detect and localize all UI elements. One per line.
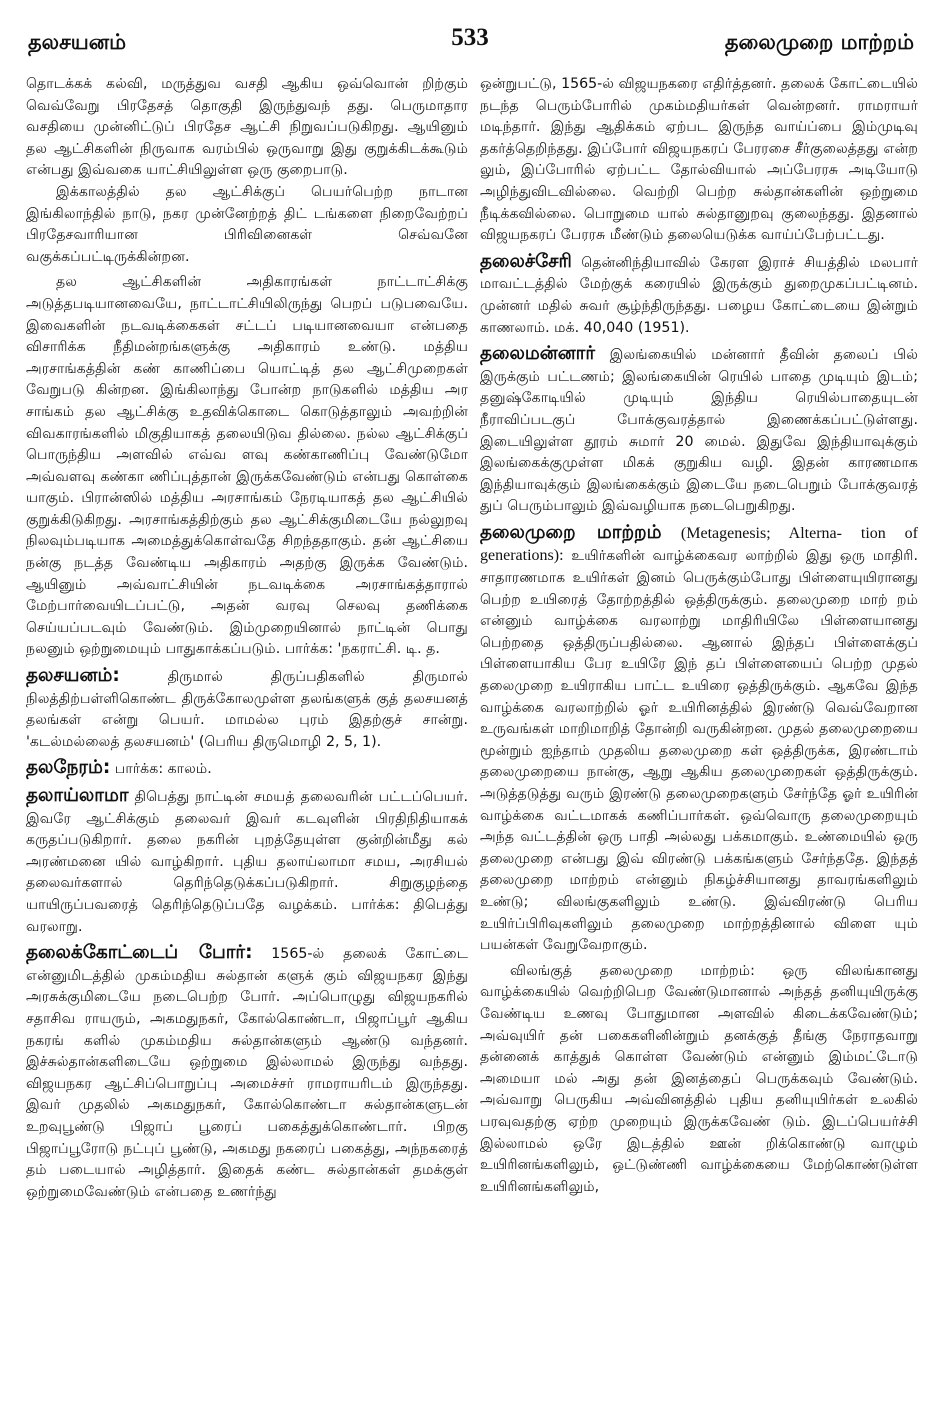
running-head-right: தலைமுறை மாற்றம் bbox=[724, 30, 914, 54]
entry-metagenesis bbox=[480, 522, 918, 957]
entry-headword: தலைக்கோட்டைப் போர்: bbox=[26, 942, 253, 964]
entry-dalai-lama bbox=[26, 785, 468, 938]
entry-headword: தலசயனம்: bbox=[26, 665, 120, 687]
entry-headword: தலைமன்னார் bbox=[480, 343, 596, 365]
entry-headword: தலநேரம்: bbox=[26, 757, 111, 779]
entry-text: திபெத்து நாட்டின் சமயத் தலைவரின் பட்டப்பெயர். இவரே ஆட்சிக்கும் தலைவர் இவர் கடவுளின் பிரதிநிதியாகக் கருதப்படுகிறார். தலை நகரின் புறத்தேயுள்ள குன்றின்மீது கல் அரண்மனை யில் வாழ்கிறார். புதிய தலாய்லாமா சமய, அரசியல் தலைவர்களால் தெரிந்தெடுக்கப்படுகிறார். சிறுகுழந்தை யாயிருப்பவரைத் தெரிந்தெடுப்பதே வழக்கம். பார்க்க: திபெத்து வரலாறு. bbox=[26, 789, 468, 935]
entry-latin-term: (Metagenesis; Alterna- tion of generations): bbox=[480, 524, 918, 565]
entry-talaikottai-battle bbox=[26, 942, 468, 1203]
entry-text: தென்னிந்தியாவில் கேரள இராச் சியத்தில் மலபார் மாவட்டத்தில் மேற்குக் கரையில் இருக்கும் துறைமுகப்பட்டினம். முன்னர் மதில் சுவர் சூழ்ந்திருந்தது. பழைய கோட்டையை இன்றும் காணலாம். மக். 40,040 (1951). bbox=[480, 254, 918, 336]
entry-text: பார்க்க: காலம். bbox=[114, 761, 212, 778]
entry-text: திருமால் திருப்பதிகளில் திருமால் நிலத்திற்பள்ளிகொண்ட திருக்கோலமுள்ள தலங்களுக் குத் தலசயனத் தலங்கள் என்று பெயர். மாமல்ல புரம் இதற்குச் சான்று. 'கடல்மல்லைத் தலசயனம்' (பெரிய திருமொழி 2, 5, 1). bbox=[26, 669, 468, 750]
entry-talaneram bbox=[26, 757, 468, 781]
page-number: 533 bbox=[451, 24, 489, 51]
paragraph: தல ஆட்சிகளின் அதிகாரங்கள் நாட்டாட்சிக்கு அடுத்தபடியானவையே, நாட்டாட்சியிலிருந்து பெறப் படுபவையே. இவைகளின் நடவடிக்கைகள் சட்டப் படியானவையா என்பதை விசாரிக்க நீதிமன்றங்களுக்கு அதிகாரம் உண்டு. மத்திய அரசாங்கத்தின் கண் காணிப்பை யொட்டித் தல ஆட்சிமுறைகள் வேறுபடு கின்றன. இங்கிலாந்து போன்ற நாடுகளில் மத்திய அர சாங்கம் தல ஆட்சிக்கு உதவிக்கொடை கொடுத்தாலும் அவற்றின் விவகாரங்களில் மிகுதியாகத் தலையிடுவ தில்லை. நல்ல ஆட்சிக்குப் பொருந்திய அளவில் எவ்வ ளவு கண்காணிப்பு வேண்டுமோ அவ்வளவு கண்கா ணிப்புத்தான் இருக்கவேண்டும் என்பது கொள்கை யாகும். பிரான்ஸில் மத்திய அரசாங்கம் நேரடியாகத் தல ஆட்சியில் குறுக்கிடுகிறது. அரசாங்கத்திற்கும் தல ஆட்சிக்குமிடையே நல்லுறவு நிலவும்படியாக அமைத்துக்கொள்வதே சிறந்ததாகும். தன் ஆட்சியை நன்கு நடத்த வேண்டிய அதிகாரம் அதற்கு இருக்க வேண்டும். ஆயினும் அவ்வாட்சியின் நடவடிக்கை அரசாங்கத்தாரால் மேற்பார்வையிடப்பட்டு, அதன் வரவு செலவு தணிக்கை செய்யப்படவும் வேண்டும். இம்முறையினால் நாட்டின் பொது நலனும் ஒற்றுமையும் பாதுகாக்கப்படும். பார்க்க: 'நகராட்சி. டி. த. bbox=[26, 274, 468, 658]
paragraph: தொடக்கக் கல்வி, மருத்துவ வசதி ஆகிய ஒவ்வொன் றிற்கும் வெவ்வேறு பிரதேசத் தொகுதி இருந்துவந் தது. பெருமாதார வசதியை முன்னிட்டுப் பிரதேச ஆட்சி நிறுவப்படுகிறது. ஆயினும் தல ஆட்சிகளின் நிருவாக வரம்பில் ஒருவாறு இது குறுக்கிடக்கூடும் என்பது இவ்வகை யாட்சியிலுள்ள ஒரு குறைபாடு. bbox=[26, 76, 468, 179]
entry-text: 1565-ல் தலைக் கோட்டை என்னுமிடத்தில் முகம்மதிய சுல்தான் களுக் கும் விஜயநகர இந்து அரசுக்குமிடையே நடைபெற்ற போர். அப்பொழுது விஜயநகரில் சதாசிவ ராயரும், அகமதுநகர், கோல்கொண்டா, பிஜாப்பூர் ஆகிய நகரங் களில் முகம்மதிய சுல்தான்களும் ஆண்டு வந்தனர். இச்சுல்தான்களிடையே ஒற்றுமை இல்லாமல் இருந்து வந்தது. விஜயநகர ஆட்சிப்பொறுப்பு அமைச்சர் ராமராயரிடம் இருந்தது. இவர் முதலில் அகமதுநகர், கோல்கொண்டா சுல்தான்களுடன் உறவுபூண்டு பிஜாப் பூரைப் பகைத்துக்கொண்டார். பிறகு பிஜாப்பூரோடு நட்புப் பூண்டு, அகமது நகரைப் பகைத்து, அந்நகரைத் தம் படையால் அழித்தார். இதைக் கண்ட சுல்தான்கள் தமக்குள் ஒற்றுமைவேண்டும் என்பதை உணர்ந்து bbox=[26, 946, 468, 1200]
paragraph: இக்காலத்தில் தல ஆட்சிக்குப் பெயர்பெற்ற நாடான இங்கிலாந்தில் நாடு, நகர முன்னேற்றத் திட் டங்களை நிறைவேற்றப் பிரதேசவாரியான பிரிவினைகள் செவ்வனே வகுக்கப்பட்டிருக்கின்றன. bbox=[26, 183, 468, 265]
entry-text: இலங்கையில் மன்னார் தீவின் தலைப் பில் இருக்கும் பட்டணம்; இலங்கையின் ரெயில் பாதை முடியும் இடம்; தனுஷ்கோடியில் முடியும் இந்திய ரெயில்பாதையுடன் நீராவிப்படகுப் போக்குவரத்தால் இணைக்கப்பட்டுள்ளது. இடையிலுள்ள தூரம் சுமார் 20 மைல். இதுவே இந்தியாவுக்கும் இலங்கைக்குமுள்ள மிகக் குறுகிய வழி. இதன் காரணமாக இந்தியாவுக்கும் இலங்கைக்கும் இடையே நடைபெறும் போக்குவரத் துப் பெரும்பாலும் இவ்வழியாக நடைபெறுகிறது. bbox=[480, 347, 918, 515]
right-column bbox=[480, 74, 918, 1414]
entry-thalassery bbox=[480, 251, 918, 339]
page-header bbox=[0, 0, 940, 70]
entry-headword: தலாய்லாமா bbox=[26, 785, 129, 806]
entry-headword: தலைமுறை மாற்றம் bbox=[480, 521, 662, 543]
left-column bbox=[26, 74, 468, 1414]
paragraph: ஒன்றுபட்டு, 1565-ல் விஜயநகரை எதிர்த்தனர். தலைக் கோட்டையில் நடந்த பெரும்போரில் முகம்மதியர்கள் வென்றனர். ராமராயர் மடிந்தார். இந்து ஆதிக்கம் ஏற்பட இருந்த வாய்ப்பை இம்முடிவு தகர்த்தெறிந்தது. இப்போர் விஜயநகரப் பேரரசை சீர்குலைத்தது என்ற லும், இப்போரில் ஏற்பட்ட தோல்வியால் அப்பேரரசு அடியோடு அழிந்துவிடவில்லை. வெற்றி பெற்ற சுல்தான்களின் ஒற்றுமை நீடிக்கவில்லை. பொறுமை யால் சுல்தானுறவு குலைந்தது. இதனால் விஜயநகரப் பேரரசு மீண்டும் தலையெடுக்க வாய்ப்பேற்பட்டது. bbox=[480, 76, 918, 244]
entry-talasayanam bbox=[26, 665, 468, 753]
running-head-left: தலசயனம் bbox=[28, 30, 127, 54]
entry-talaimannar bbox=[480, 343, 918, 518]
entry-text: உயிர்களின் வாழ்க்கைவர லாற்றில் இது ஒரு மாதிரி. சாதாரணமாக உயிர்கள் இனம் பெருக்கும்போது பிள்ளையுயிரானது பெற்ற உயிரைத் தோற்றத்தில் ஒத்திருக்கும். தலைமுறை மாற் றம் என்னும் வாழ்க்கை வரலாற்று மாதிரியிலே பிள்ளையானது பெற்றதை ஒத்திருப்பதில்லை. ஆனால் இந்தப் பிள்ளைக்குப் பிள்ளையாகிய பேர உயிரே இந் தப் பிள்ளையைப் பெற்ற முதல் தலைமுறை உயிராகிய பாட்ட உயிரை ஒத்திருக்கும். ஆகவே இந்த வாழ்க்கை வரலாற்றில் ஓர் உயிரினத்தில் இரண்டு வெவ்வேறான உருவங்கள் மாறிமாறித் தோன்றி வருகின்றன. முதல் தலைமுறையை மூன்றும் ஐந்தாம் முதலிய தலைமுறை கள் ஒத்திருக்க, இரண்டாம் தலைமுறையை நான்கு, ஆறு ஆகிய தலைமுறைகள் ஒத்திருக்கும். அடுத்தடுத்து வரும் இரண்டு தலைமுறைகளும் சேர்ந்தே ஓர் உயிரின் வாழ்க்கை வட்டமாகக் கணிப்பார்கள். ஒவ்வொரு தலைமுறையும் அந்த வட்டத்தின் ஒரு பாதி அல்லது பக்கமாகும். உண்மையில் ஒரு தலைமுறை என்பது இவ் விரண்டு பக்கங்களும் சேர்ந்ததே. இந்தத் தலைமுறை மாற்றம் என்னும் நிகழ்ச்சியானது தாவரங்களிலும் உண்டு; விலங்குகளிலும் உண்டு. இவ்விரண்டு பெரிய உயிர்ப்பிரிவுகளிலும் தலைமுறை மாற்றத்தினால் விளை யும் பயன்கள் வேறுவேறாகும். bbox=[480, 548, 918, 954]
entry-headword: தலைச்சேரி bbox=[480, 250, 572, 272]
paragraph: விலங்குத் தலைமுறை மாற்றம்: ஒரு விலங்கானது வாழ்க்கையில் வெற்றிபெற வேண்டுமானால் அந்தத் தனியுயிருக்கு வேண்டிய உணவு போதுமான அளவில் கிடைக்கவேண்டும்; அவ்வுயிர் தன் பகைகளினின்றும் தனக்குத் தீங்கு நேராதவாறு தன்னைக் காத்துக் கொள்ள வேண்டும் என்னும் இம்மட்டோடு அமையா மல் அது தன் இனத்தைப் பெருக்கவும் வேண்டும். அவ்வாறு பெருகிய அவ்வினத்தில் புதிய தனியுயிர்கள் உலகில் பரவுவதற்கு ஏற்ற முறையும் இருக்கவேண் டும். இடப்பெயர்ச்சி இல்லாமல் ஒரே இடத்தில் ஊன் றிக்கொண்டு வாழும் உயிரினங்களிலும், ஒட்டுண்ணி வாழ்க்கையை மேற்கொண்டுள்ள உயிரினங்களிலும், bbox=[480, 962, 918, 1195]
